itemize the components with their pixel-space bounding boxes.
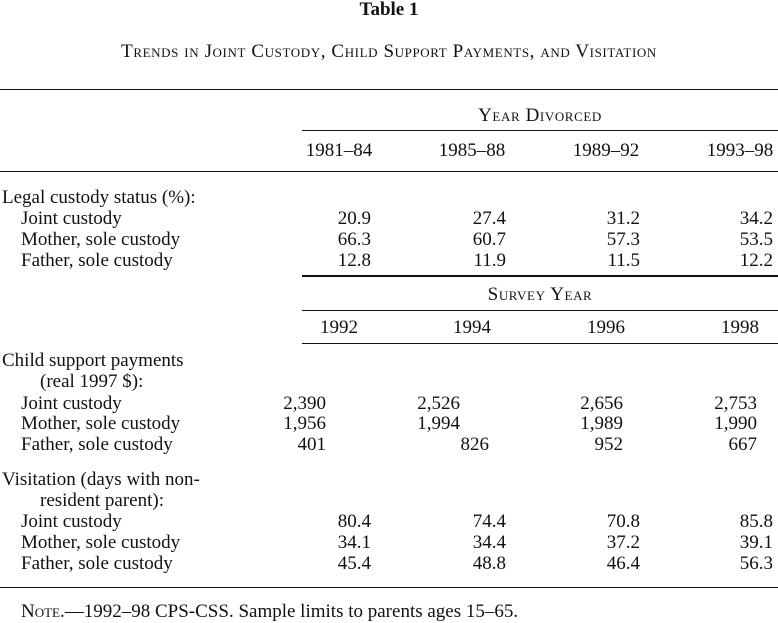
- year-divorced-rule: [302, 130, 778, 131]
- table-cell: 85.8: [739, 511, 773, 532]
- note-text: 1992–98 CPS-CSS. Sample limits to parents ages 15–65.: [83, 601, 519, 622]
- row-label: Mother, sole custody: [21, 532, 181, 553]
- table-cell: 11.9: [473, 250, 506, 271]
- col-header-1981-84: 1981–84: [305, 140, 373, 161]
- col-header-1985-88: 1985–88: [438, 140, 506, 161]
- table-subtitle: Trends in Joint Custody, Child Support Payments, and Visitation: [121, 41, 657, 62]
- table-cell: 826: [460, 434, 489, 455]
- note-prefix: Note.: [21, 601, 65, 622]
- visitation-label: Visitation (days with non-: [2, 469, 200, 490]
- col-header-1994: 1994: [453, 317, 491, 338]
- row-label: Father, sole custody: [21, 250, 173, 271]
- table-cell: 60.7: [472, 229, 506, 250]
- table-cell: 12.2: [739, 250, 773, 271]
- table-cell: 2,656: [580, 393, 623, 414]
- table-note: [21, 602, 518, 621]
- table-cell: 1,989: [580, 413, 623, 434]
- year-divorced-header: Year Divorced: [478, 105, 602, 126]
- survey-year-bottom-rule: [302, 343, 778, 344]
- table-cell: 39.1: [739, 532, 773, 553]
- table-cell: 27.4: [472, 208, 506, 229]
- col-header-1998: 1998: [721, 317, 759, 338]
- row-label: Father, sole custody: [21, 434, 173, 455]
- table-cell: 952: [594, 434, 623, 455]
- header-bottom-rule: [0, 171, 778, 172]
- bottom-rule: [0, 587, 778, 588]
- survey-year-header: Survey Year: [487, 284, 593, 305]
- note-dash: —: [64, 601, 84, 622]
- table-cell: 56.3: [739, 553, 773, 574]
- table-cell: 80.4: [337, 511, 371, 532]
- table-cell: 2,390: [283, 393, 326, 414]
- table-cell: 74.4: [472, 511, 506, 532]
- top-rule: [0, 89, 778, 90]
- col-header-1992: 1992: [320, 317, 358, 338]
- table-cell: 57.3: [606, 229, 640, 250]
- survey-year-top-rule: [302, 275, 778, 277]
- legal-custody-label: Legal custody status (%):: [2, 187, 196, 208]
- table-cell: 70.8: [606, 511, 640, 532]
- table-cell: 34.1: [337, 532, 371, 553]
- row-label: Father, sole custody: [21, 553, 173, 574]
- table-cell: 1,956: [283, 413, 326, 434]
- table-cell: 31.2: [606, 208, 640, 229]
- row-label: Mother, sole custody: [21, 413, 181, 434]
- table-cell: 401: [297, 434, 326, 455]
- table-cell: 34.4: [472, 532, 506, 553]
- table-cell: 2,753: [714, 393, 757, 414]
- visitation-label-cont: resident parent):: [40, 490, 164, 511]
- table-cell: 34.2: [739, 208, 773, 229]
- row-label: Joint custody: [21, 208, 122, 229]
- table-cell: 37.2: [606, 532, 640, 553]
- col-header-1989-92: 1989–92: [572, 140, 640, 161]
- col-header-1993-98: 1993–98: [706, 140, 774, 161]
- table-cell: 20.9: [337, 208, 371, 229]
- table-cell: 667: [728, 434, 757, 455]
- table-cell: 12.8: [337, 250, 371, 271]
- table-cell: 48.8: [472, 553, 506, 574]
- table-cell: 1,994: [417, 413, 460, 434]
- child-support-label-cont: (real 1997 $):: [40, 371, 144, 392]
- col-header-1996: 1996: [587, 317, 625, 338]
- row-label: Mother, sole custody: [21, 229, 181, 250]
- table-cell: 45.4: [337, 553, 371, 574]
- table-cell: 1,990: [714, 413, 757, 434]
- table-cell: 53.5: [739, 229, 773, 250]
- table-cell: 46.4: [606, 553, 640, 574]
- table-cell: 2,526: [417, 393, 460, 414]
- row-label: Joint custody: [21, 393, 122, 414]
- row-label: Joint custody: [21, 511, 122, 532]
- survey-year-rule: [302, 310, 778, 311]
- child-support-label: Child support payments: [2, 350, 184, 371]
- table-cell: 66.3: [337, 229, 371, 250]
- table-title: Table 1: [359, 0, 419, 20]
- table-cell: 11.5: [607, 250, 640, 271]
